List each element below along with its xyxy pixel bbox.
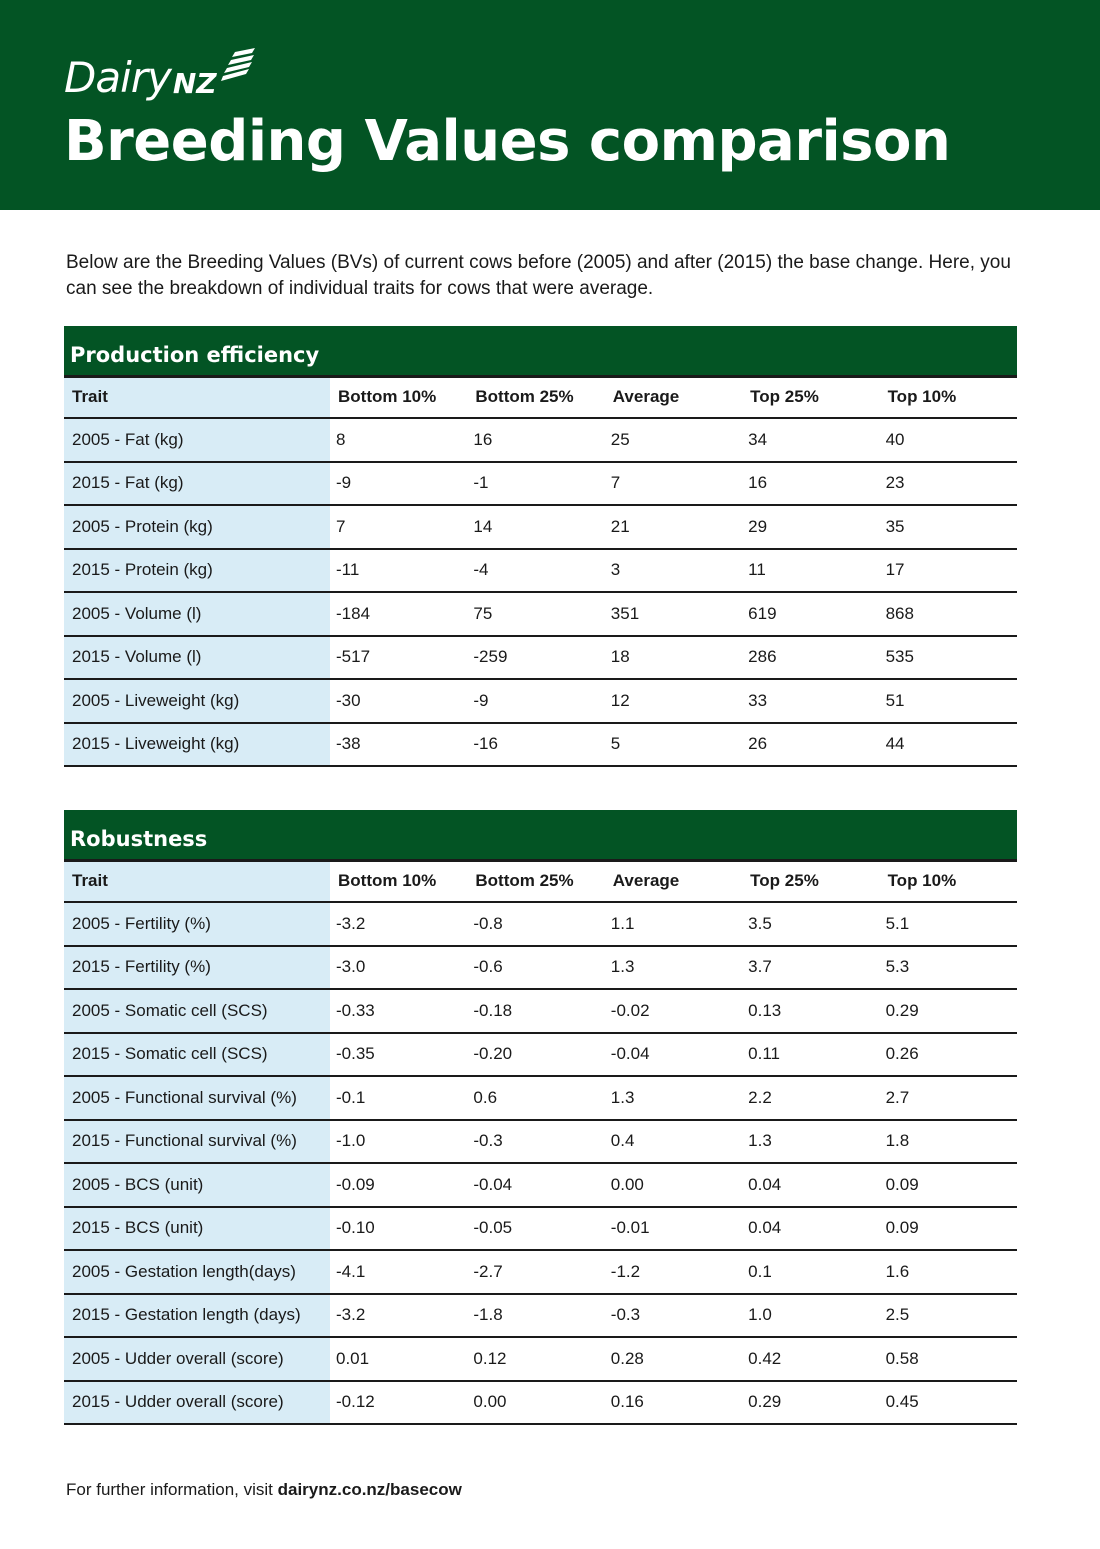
table-row [64, 946, 1017, 990]
table-row [64, 1250, 1017, 1294]
value-cell: -0.05 [467, 1207, 604, 1251]
value-cell: 0.00 [605, 1163, 742, 1207]
table-body [64, 418, 1017, 766]
value-cell: -184 [330, 592, 467, 636]
value-cell: 1.3 [742, 1120, 879, 1164]
logo-suffix: NZ [172, 67, 217, 100]
value-cell: 29 [742, 505, 879, 549]
value-cell: 0.58 [880, 1337, 1017, 1381]
dairynz-logo [64, 50, 257, 112]
value-cell: 3.7 [742, 946, 879, 990]
column-header: Trait [64, 376, 330, 418]
value-cell: 25 [605, 418, 742, 462]
value-cell: 7 [605, 462, 742, 506]
value-cell: 0.28 [605, 1337, 742, 1381]
value-cell: -0.09 [330, 1163, 467, 1207]
value-cell: 11 [742, 549, 879, 593]
value-cell: -2.7 [467, 1250, 604, 1294]
table-row [64, 462, 1017, 506]
value-cell: -9 [330, 462, 467, 506]
value-cell: -0.33 [330, 989, 467, 1033]
value-cell: 3 [605, 549, 742, 593]
table-row [64, 1033, 1017, 1077]
table-row [64, 1337, 1017, 1381]
value-cell: 0.29 [742, 1381, 879, 1425]
value-cell: 34 [742, 418, 879, 462]
trait-cell: 2005 - Somatic cell (SCS) [64, 989, 330, 1033]
value-cell: -0.3 [605, 1294, 742, 1338]
column-header: Top 25% [742, 376, 879, 418]
trait-cell: 2015 - Functional survival (%) [64, 1120, 330, 1164]
value-cell: -1.0 [330, 1120, 467, 1164]
value-cell: 0.29 [880, 989, 1017, 1033]
column-header: Trait [64, 860, 330, 902]
value-cell: -30 [330, 679, 467, 723]
value-cell: 619 [742, 592, 879, 636]
value-cell: -0.02 [605, 989, 742, 1033]
value-cell: -16 [467, 723, 604, 767]
value-cell: 0.11 [742, 1033, 879, 1077]
table-row [64, 679, 1017, 723]
value-cell: 5.1 [880, 902, 1017, 946]
trait-cell: 2005 - Functional survival (%) [64, 1076, 330, 1120]
value-cell: 12 [605, 679, 742, 723]
robustness-table [64, 810, 1017, 1425]
value-cell: -0.1 [330, 1076, 467, 1120]
trait-cell: 2005 - Volume (l) [64, 592, 330, 636]
value-cell: -0.3 [467, 1120, 604, 1164]
value-cell: 40 [880, 418, 1017, 462]
column-header: Bottom 25% [467, 860, 604, 902]
value-cell: 868 [880, 592, 1017, 636]
value-cell: -0.18 [467, 989, 604, 1033]
table-row [64, 902, 1017, 946]
value-cell: -38 [330, 723, 467, 767]
table-row [64, 549, 1017, 593]
table-row [64, 1076, 1017, 1120]
value-cell: 1.1 [605, 902, 742, 946]
value-cell: -0.8 [467, 902, 604, 946]
value-cell: -1.8 [467, 1294, 604, 1338]
value-cell: 2.2 [742, 1076, 879, 1120]
value-cell: 5.3 [880, 946, 1017, 990]
value-cell: -0.6 [467, 946, 604, 990]
footer-prefix: For further information, visit [66, 1480, 278, 1499]
value-cell: 7 [330, 505, 467, 549]
value-cell: 1.0 [742, 1294, 879, 1338]
value-cell: 0.4 [605, 1120, 742, 1164]
value-cell: 35 [880, 505, 1017, 549]
trait-cell: 2015 - BCS (unit) [64, 1207, 330, 1251]
value-cell: 0.1 [742, 1250, 879, 1294]
value-cell: 33 [742, 679, 879, 723]
value-cell: 2.7 [880, 1076, 1017, 1120]
value-cell: 535 [880, 636, 1017, 680]
column-header: Average [605, 860, 742, 902]
value-cell: 14 [467, 505, 604, 549]
section-title: Robustness [64, 810, 1017, 860]
trait-cell: 2015 - Udder overall (score) [64, 1381, 330, 1425]
table-row [64, 505, 1017, 549]
table-row [64, 989, 1017, 1033]
trait-cell: 2015 - Protein (kg) [64, 549, 330, 593]
value-cell: -1 [467, 462, 604, 506]
value-cell: 75 [467, 592, 604, 636]
column-header: Bottom 25% [467, 376, 604, 418]
value-cell: 286 [742, 636, 879, 680]
value-cell: 0.04 [742, 1207, 879, 1251]
value-cell: -0.10 [330, 1207, 467, 1251]
value-cell: -0.01 [605, 1207, 742, 1251]
value-cell: 8 [330, 418, 467, 462]
page-title: Breeding Values comparison [64, 109, 951, 174]
value-cell: 1.3 [605, 946, 742, 990]
fern-stripes-icon [221, 48, 257, 82]
value-cell: -4 [467, 549, 604, 593]
value-cell: 21 [605, 505, 742, 549]
trait-cell: 2015 - Fertility (%) [64, 946, 330, 990]
value-cell: 0.12 [467, 1337, 604, 1381]
value-cell: -1.2 [605, 1250, 742, 1294]
column-header-row [64, 860, 1017, 902]
trait-cell: 2015 - Somatic cell (SCS) [64, 1033, 330, 1077]
table-row [64, 1207, 1017, 1251]
value-cell: 1.6 [880, 1250, 1017, 1294]
trait-cell: 2005 - BCS (unit) [64, 1163, 330, 1207]
trait-cell: 2005 - Liveweight (kg) [64, 679, 330, 723]
trait-cell: 2005 - Protein (kg) [64, 505, 330, 549]
value-cell: 0.45 [880, 1381, 1017, 1425]
value-cell: 0.09 [880, 1207, 1017, 1251]
value-cell: 1.8 [880, 1120, 1017, 1164]
value-cell: 0.00 [467, 1381, 604, 1425]
value-cell: 18 [605, 636, 742, 680]
value-cell: -11 [330, 549, 467, 593]
value-cell: 351 [605, 592, 742, 636]
value-cell: 2.5 [880, 1294, 1017, 1338]
trait-cell: 2005 - Fertility (%) [64, 902, 330, 946]
value-cell: -0.20 [467, 1033, 604, 1077]
value-cell: -3.2 [330, 902, 467, 946]
value-cell: -0.12 [330, 1381, 467, 1425]
table-row [64, 1381, 1017, 1425]
column-header: Top 25% [742, 860, 879, 902]
column-header: Average [605, 376, 742, 418]
table-row [64, 1120, 1017, 1164]
value-cell: 0.01 [330, 1337, 467, 1381]
trait-cell: 2015 - Volume (l) [64, 636, 330, 680]
value-cell: 51 [880, 679, 1017, 723]
value-cell: -0.35 [330, 1033, 467, 1077]
value-cell: 0.04 [742, 1163, 879, 1207]
column-header: Bottom 10% [330, 376, 467, 418]
value-cell: 26 [742, 723, 879, 767]
table-body [64, 902, 1017, 1424]
value-cell: -0.04 [467, 1163, 604, 1207]
table-row [64, 1163, 1017, 1207]
table-row [64, 636, 1017, 680]
value-cell: 0.6 [467, 1076, 604, 1120]
column-header: Bottom 10% [330, 860, 467, 902]
trait-cell: 2015 - Gestation length (days) [64, 1294, 330, 1338]
value-cell: 44 [880, 723, 1017, 767]
value-cell: -4.1 [330, 1250, 467, 1294]
value-cell: 3.5 [742, 902, 879, 946]
production-efficiency-table [64, 326, 1017, 767]
trait-cell: 2005 - Udder overall (score) [64, 1337, 330, 1381]
value-cell: 0.16 [605, 1381, 742, 1425]
value-cell: -0.04 [605, 1033, 742, 1077]
value-cell: -3.2 [330, 1294, 467, 1338]
value-cell: 5 [605, 723, 742, 767]
value-cell: -259 [467, 636, 604, 680]
value-cell: -517 [330, 636, 467, 680]
trait-cell: 2015 - Fat (kg) [64, 462, 330, 506]
value-cell: 23 [880, 462, 1017, 506]
table-row [64, 723, 1017, 767]
value-cell: 16 [467, 418, 604, 462]
value-cell: 1.3 [605, 1076, 742, 1120]
header-banner [0, 0, 1100, 210]
column-header: Top 10% [880, 860, 1017, 902]
value-cell: -9 [467, 679, 604, 723]
value-cell: 0.42 [742, 1337, 879, 1381]
value-cell: 0.26 [880, 1033, 1017, 1077]
table-row [64, 418, 1017, 462]
trait-cell: 2005 - Gestation length(days) [64, 1250, 330, 1294]
trait-cell: 2005 - Fat (kg) [64, 418, 330, 462]
column-header-row [64, 376, 1017, 418]
logo-text: Dairy [64, 53, 171, 102]
table-row [64, 1294, 1017, 1338]
table-row [64, 592, 1017, 636]
column-header: Top 10% [880, 376, 1017, 418]
value-cell: 0.09 [880, 1163, 1017, 1207]
value-cell: 0.13 [742, 989, 879, 1033]
value-cell: -3.0 [330, 946, 467, 990]
footer-link[interactable]: dairynz.co.nz/basecow [277, 1480, 462, 1499]
value-cell: 17 [880, 549, 1017, 593]
section-title: Production efficiency [64, 326, 1017, 376]
value-cell: 16 [742, 462, 879, 506]
footer-note [66, 1480, 462, 1500]
trait-cell: 2015 - Liveweight (kg) [64, 723, 330, 767]
intro-paragraph: Below are the Breeding Values (BVs) of current cows before (2005) and after (2015) the base change. Here, you can see the breakdown of individual traits for cows that were average. [66, 252, 1011, 299]
